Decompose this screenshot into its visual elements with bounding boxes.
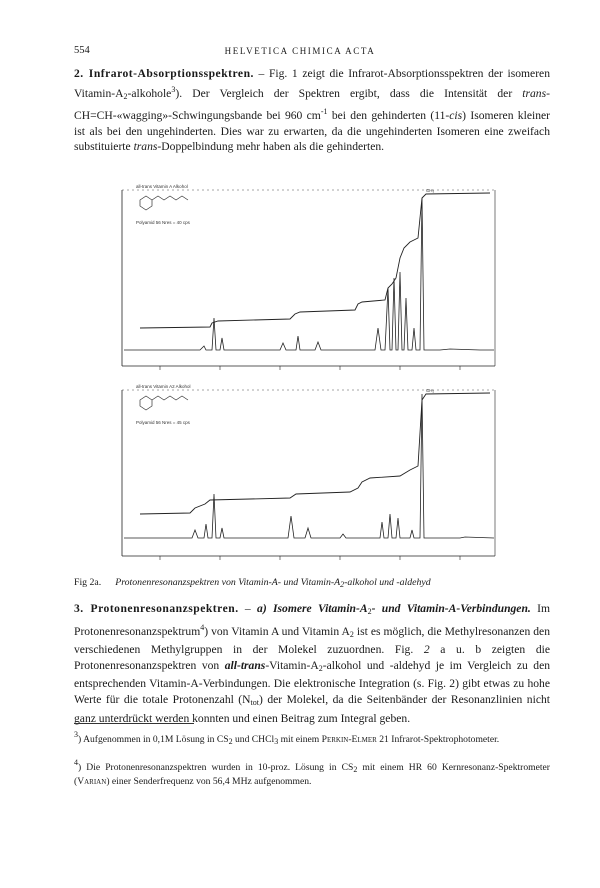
text: Lösung in CS	[173, 734, 229, 745]
bottom-peak-label: CH₂	[426, 388, 435, 393]
footnote-ref[interactable]: 4	[200, 622, 205, 632]
text: -Vitamin-A	[265, 658, 319, 672]
subsection-title: a) Isomere Vitamin-A	[257, 602, 368, 615]
instrument-maker: Varian	[77, 776, 107, 788]
page-number: 554	[74, 45, 90, 56]
structure-sketch-bottom	[140, 396, 188, 410]
text: ist es möglich, die Methylresonanzen den verschiedenen Methylgruppen in der Molekel zuzuordnen. Fig.	[74, 624, 550, 657]
spectrum-panel-top	[122, 190, 495, 370]
text: – Fig. 1 zeigt die Infrarot-Absorptionsspektren der isomeren Vitamin-A	[74, 67, 550, 100]
structure-sketch-top	[140, 196, 188, 210]
text: ) Die Protonenresonanzspektren wurden in 10-proz. Lösung in CS	[78, 762, 354, 773]
journal-title: HELVETICA CHIMICA ACTA	[224, 46, 376, 56]
subscript: 2	[123, 91, 128, 101]
footnote-ref[interactable]: 3	[171, 84, 176, 94]
footnote-3	[74, 729, 550, 748]
subscript: 2	[228, 737, 233, 746]
text: bei den gehinderten (11-	[327, 109, 450, 123]
instrument-maker: Perkin-Elmer	[321, 734, 377, 745]
text: ). Der Vergleich der Spektren ergibt, dass die Intensität der	[175, 86, 523, 100]
italic-term: trans	[522, 86, 547, 100]
caption-text: -alkohol und -aldehyd	[344, 577, 431, 588]
text: –	[238, 602, 258, 615]
subscript: 2	[353, 765, 358, 774]
figure-label: Fig 2a.	[74, 577, 102, 588]
caption-text: Protonenresonanzspektren von Vitamin-A- und Vitamin-A	[115, 577, 341, 588]
text: M	[164, 734, 174, 745]
italic-term: all-trans	[224, 658, 266, 672]
footnote-mark: 4	[74, 758, 78, 767]
section-2-heading: 2. Infrarot-Absorptionsspektren.	[74, 67, 254, 80]
top-structure-label: all-trans Vitamin A Alkohol	[136, 184, 188, 189]
top-peak-label: CH₃	[426, 188, 435, 193]
bottom-params-label: Polyamid 56 Nres = 45 cps	[136, 420, 190, 425]
section-2-paragraph	[74, 66, 550, 155]
text: und CHCl	[232, 734, 275, 745]
subscript: 2	[340, 580, 345, 589]
text: ) der Molekel, da die Seitenbänder der Resonanzlinien nicht ganz unterdrückt werden konnten und einen Beitrag zum Integral geben.	[74, 692, 550, 725]
subscript: 2	[349, 629, 354, 639]
text: -alkohol und -aldehyd je im Vergleich zu den entsprechenden Vitamin-A-Verbindungen. Die elektronische Integration (s. Fig. 2) gibt etwas zu hohe Werte für die totale Protonenzahl (N	[74, 658, 551, 706]
subscript: 2	[367, 607, 372, 616]
section-3-heading: 3. Protonenresonanzspektren.	[74, 602, 239, 615]
nmr-spectra-figure	[100, 178, 530, 573]
subscript: 2	[318, 663, 323, 673]
bottom-structure-label: all-trans Vitamin A2 Alkohol	[136, 384, 191, 389]
subscript: tot	[250, 697, 259, 707]
footnote-4	[74, 757, 550, 789]
superscript: -1	[320, 107, 328, 117]
text: -CH=CH-«wagging»-Schwingungsbande bei 960 cm	[74, 86, 550, 123]
text: mit einem	[278, 734, 322, 745]
footnote-divider	[74, 723, 194, 724]
text: ) Aufgenommen in 0,1	[78, 734, 165, 745]
subscript: 3	[274, 737, 279, 746]
section-3-paragraph	[74, 601, 550, 726]
text: ) einer Senderfrequenz von 56,4 MHz aufgenommen.	[106, 776, 312, 788]
text: ) von Vitamin A und Vitamin A	[204, 624, 350, 638]
footnote-mark: 3	[74, 730, 78, 739]
text: ) Isomeren kleiner ist als bei den ungehinderten. Dies war zu erwarten, da die ungehinderten Isomeren eine zweifach substituierte	[74, 109, 550, 154]
figure-ref: 2	[423, 643, 430, 657]
italic-term: trans	[133, 140, 158, 154]
spectrum-panel-bottom	[122, 390, 495, 560]
figure-caption	[74, 577, 431, 589]
italic-term: cis	[449, 109, 463, 123]
top-params-label: Polyamid 56 Nres = 40 cps	[136, 220, 190, 225]
text: -alkohole	[127, 86, 172, 100]
text: Im Protonenresonanzspektrum	[74, 602, 551, 638]
text: a u. b zeigten die Protonenresonanzspektren von	[74, 643, 550, 672]
subsection-title: - und Vitamin-A-Verbindungen.	[371, 602, 531, 615]
text: 21 Infrarot-Spektrophotometer.	[376, 734, 500, 745]
text: -Doppelbindung mehr haben als die gehinderten.	[157, 140, 385, 154]
text: mit einem HR 60 Kernresonanz-Spektrometer (	[74, 762, 550, 788]
